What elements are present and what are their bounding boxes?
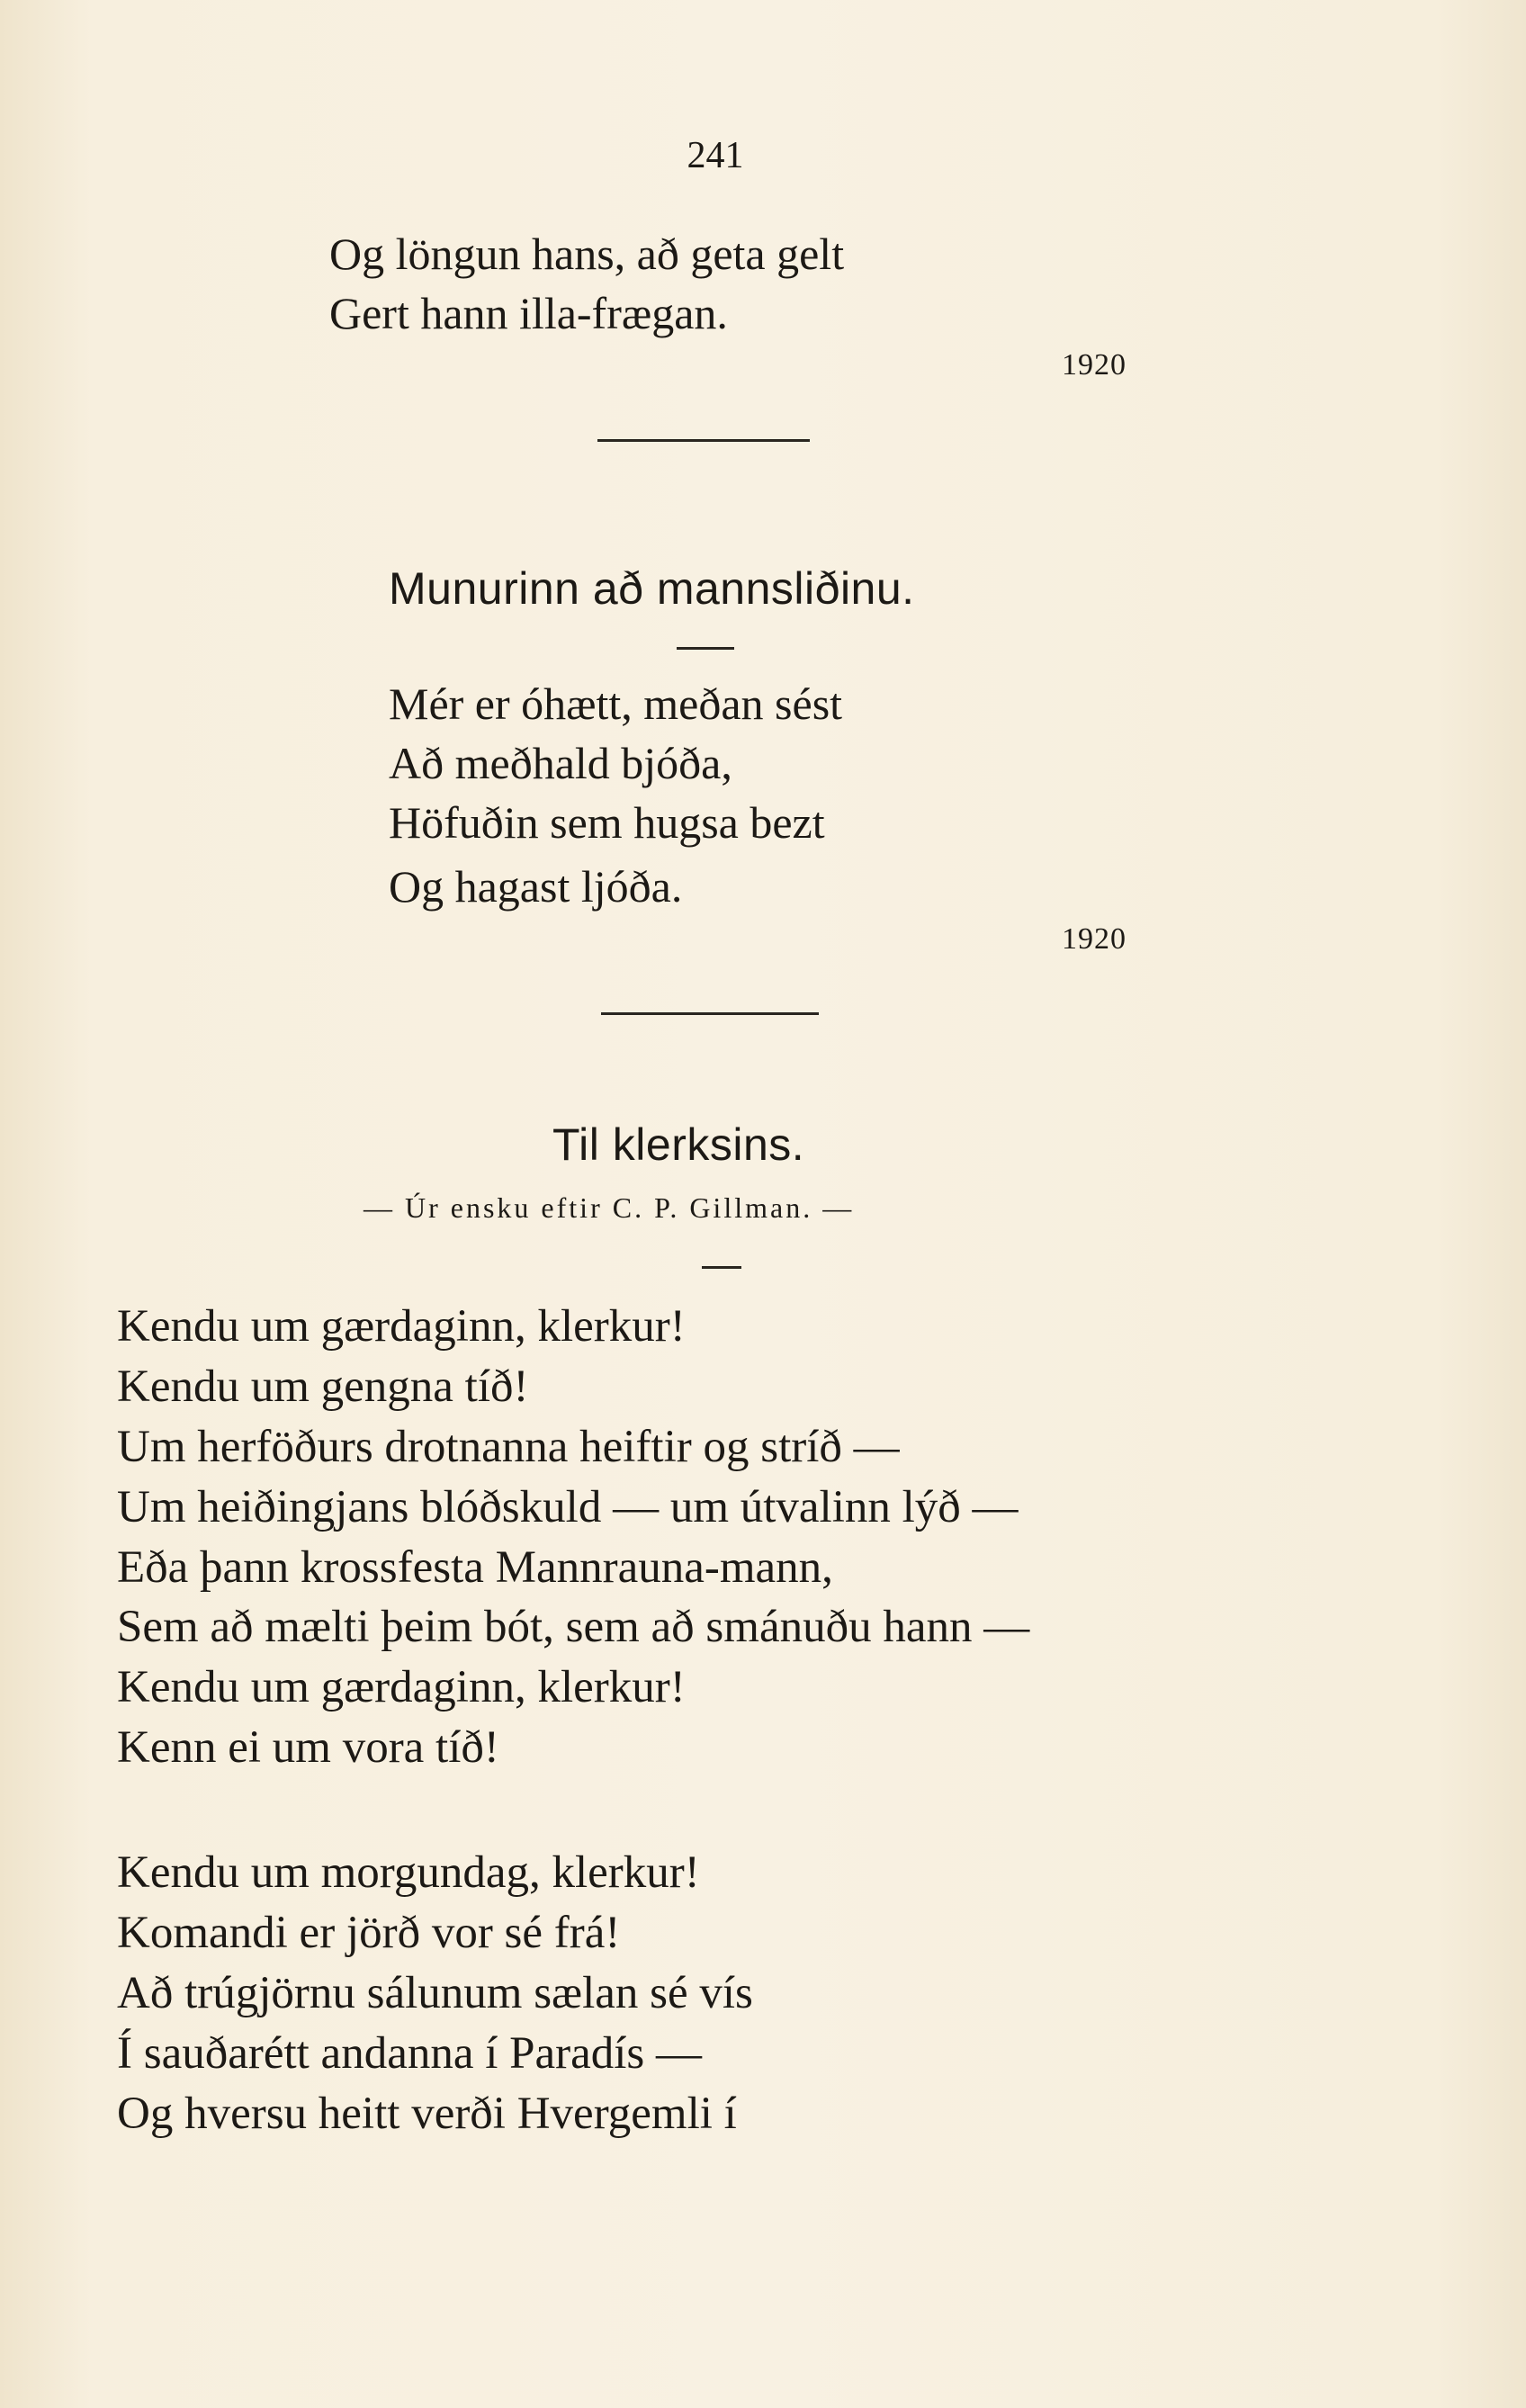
section-divider xyxy=(597,439,810,442)
poem-title: Munurinn að mannsliðinu. xyxy=(389,563,915,614)
title-dash xyxy=(702,1266,741,1269)
poem-line: Og löngun hans, að geta gelt xyxy=(329,229,845,279)
poem-line: Sem að mælti þeim bót, sem að smánuðu hann — xyxy=(117,1602,1030,1652)
poem-line: Kendu um morgundag, klerkur! xyxy=(117,1847,700,1898)
section-divider xyxy=(601,1012,819,1015)
page-number: 241 xyxy=(687,135,744,176)
poem-line: Og hagast ljóða. xyxy=(389,861,683,912)
poem-line: Kendu um gærdaginn, klerkur! xyxy=(117,1662,686,1712)
poem-line: Gert hann illa-frægan. xyxy=(329,288,728,338)
poem-line: Í sauðarétt andanna í Paradís — xyxy=(117,2028,703,2079)
poem-year: 1920 xyxy=(1062,922,1127,956)
poem-line: Um heiðingjans blóðskuld — um útvalinn lýð — xyxy=(117,1482,1019,1532)
poem-line: Kendu um gærdaginn, klerkur! xyxy=(117,1301,686,1352)
poem-line: Að trúgjörnu sálunum sælan sé vís xyxy=(117,1968,753,2018)
poem-title: Til klerksins. xyxy=(552,1119,805,1170)
poem-line: Komandi er jörð vor sé frá! xyxy=(117,1908,621,1958)
poem-year: 1920 xyxy=(1062,348,1127,382)
poem-line: Höfuðin sem hugsa bezt xyxy=(389,797,825,848)
poem-subtitle: — Úr ensku eftir C. P. Gillman. — xyxy=(364,1191,855,1224)
poem-line: Að meðhald bjóða, xyxy=(389,738,732,788)
poem-line: Um herföðurs drotnanna heiftir og stríð — xyxy=(117,1422,900,1472)
poem-line: Kendu um gengna tíð! xyxy=(117,1361,529,1412)
poem-line: Kenn ei um vora tíð! xyxy=(117,1722,499,1773)
poem-line: Og hversu heitt verði Hvergemli í xyxy=(117,2089,737,2139)
title-dash xyxy=(677,647,734,650)
poem-line: Mér er óhætt, meðan sést xyxy=(389,678,843,729)
poem-line: Eða þann krossfesta Mannrauna-mann, xyxy=(117,1542,833,1593)
